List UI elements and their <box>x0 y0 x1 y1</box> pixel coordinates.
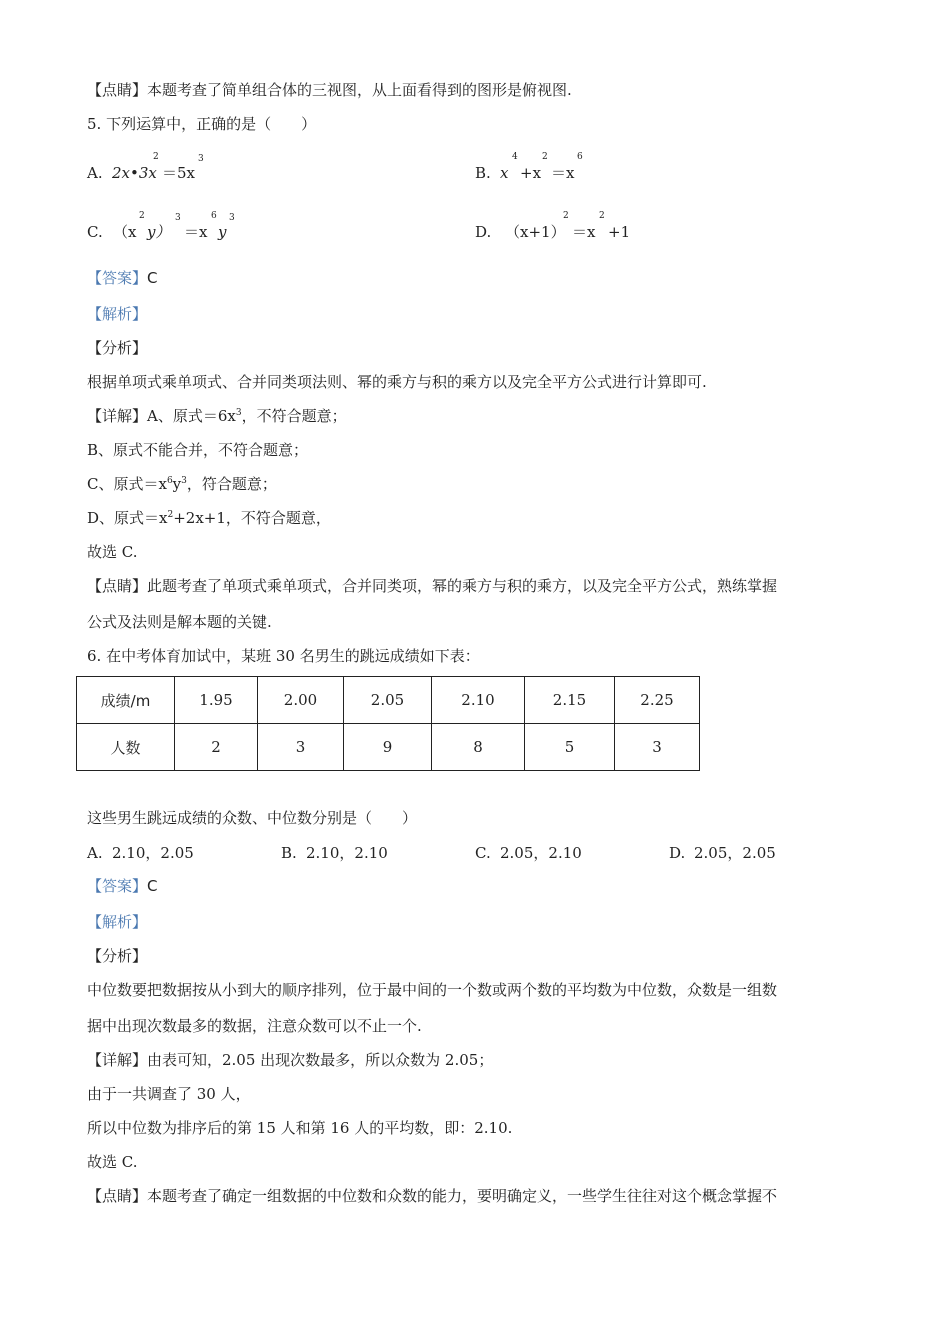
q6-stem: 6. 在中考体育加试中，某班 30 名男生的跳远成绩如下表： <box>87 647 480 665</box>
q6-answer-tag: 【答案】 <box>87 877 148 895</box>
q5-option-d-sup2: 2 <box>599 211 605 221</box>
table-cell-score: 2.00 <box>258 677 344 724</box>
q6-xiangjie-3: 所以中位数为排序后的第 15 人和第 16 人的平均数，即：2.10. <box>87 1119 513 1137</box>
table-cell-score: 2.15 <box>525 677 615 724</box>
q5-option-c-label: C. <box>87 223 103 241</box>
q5-xiangjie-c-pre: C、原式＝x <box>87 475 167 493</box>
q6-option-c: 2.05，2.10 <box>500 844 582 862</box>
q5-fenxi-text: 根据单项式乘单项式、合并同类项法则、幂的乘方与积的乘方以及完全平方公式进行计算即可. <box>87 373 707 391</box>
q6-question: 这些男生跳远成绩的众数、中位数分别是（ ） <box>87 809 418 827</box>
q5-option-d-label: D. <box>475 223 492 241</box>
table-row-scores <box>77 677 700 724</box>
q5-option-d-eq: ＝x <box>572 223 596 241</box>
q5-option-c-sup2: 3 <box>175 213 181 223</box>
table-cell-count: 3 <box>258 724 344 771</box>
q5-jiexi: 【解析】 <box>87 305 148 323</box>
q5-xiangjie-a-sup: 3 <box>235 408 242 418</box>
q5-option-a-label: A. <box>87 164 103 182</box>
q5-option-b-sup1: 4 <box>512 152 518 162</box>
q5-option-b-eq: ＝x <box>551 164 575 182</box>
q6-xiangjie-2: 由于一共调查了 30 人， <box>87 1085 251 1103</box>
q6-option-d-label: D. <box>669 844 686 862</box>
q5-xiangjie-a-pre: 【详解】A、原式＝6x <box>87 407 236 425</box>
q5-answer-value: C <box>147 269 158 287</box>
q5-fenxi: 【分析】 <box>87 339 148 357</box>
q5-option-b-sup3: 6 <box>577 152 583 162</box>
table-cell-count: 2 <box>175 724 258 771</box>
q6-xiangjie-1: 【详解】由表可知，2.05 出现次数最多，所以众数为 2.05； <box>87 1051 494 1069</box>
q6-dianjing-1: 【点睛】本题考查了确定一组数据的中位数和众数的能力，要明确定义，一些学生往往对这个概念掌握不 <box>87 1187 778 1205</box>
table-cell-count: 3 <box>615 724 700 771</box>
q6-answer <box>87 876 158 896</box>
table-header-score: 成绩/m <box>77 677 175 724</box>
q5-option-d-open: （x+1） <box>505 223 566 241</box>
q5-option-c-y2: y <box>218 223 227 241</box>
q6-option-a: 2.10，2.05 <box>112 844 194 862</box>
q5-xiangjie-c-sup2: 3 <box>181 476 187 486</box>
q6-option-c-label: C. <box>475 844 491 862</box>
q6-fenxi: 【分析】 <box>87 947 148 965</box>
q5-option-c-sup3: 6 <box>211 211 217 221</box>
table-header-count: 人数 <box>77 724 175 771</box>
q5-option-c-sup1: 2 <box>139 211 145 221</box>
table-cell-score: 2.05 <box>344 677 432 724</box>
q5-answer <box>87 268 158 288</box>
q5-option-b-sup2: 2 <box>542 152 548 162</box>
table-cell-score: 2.25 <box>615 677 700 724</box>
table-cell-score: 2.10 <box>432 677 525 724</box>
q5-dianjing-2: 公式及法则是解本题的关键. <box>87 613 272 631</box>
table-cell-count: 8 <box>432 724 525 771</box>
q5-conclusion: 故选 C. <box>87 543 138 561</box>
q5-dianjing-1: 【点睛】此题考查了单项式乘单项式，合并同类项，幂的乘方与积的乘方，以及完全平方公式，熟练掌握 <box>87 577 778 595</box>
q6-conclusion: 故选 C. <box>87 1153 138 1171</box>
q5-option-b-label: B. <box>475 164 491 182</box>
q5-xiangjie-c-mid: y <box>172 475 182 493</box>
q5-option-d-tail: +1 <box>608 223 631 241</box>
q6-fenxi-1: 中位数要把数据按从小到大的顺序排列，位于最中间的一个数或两个数的平均数为中位数，众数是一组数 <box>87 981 778 999</box>
q6-answer-value: C <box>147 877 158 895</box>
table-cell-count: 5 <box>525 724 615 771</box>
q5-xiangjie-d-pre: D、原式＝x <box>87 509 168 527</box>
q5-option-c-eq: ＝x <box>184 223 208 241</box>
q5-option-b-plus: +x <box>520 164 542 182</box>
q5-option-a-eq: ＝5x <box>162 164 196 182</box>
q5-option-a-sup2: 3 <box>198 154 204 164</box>
q5-xiangjie-b: B、原式不能合并，不符合题意； <box>87 441 309 459</box>
q6-score-table <box>76 676 700 771</box>
q5-xiangjie-d-sup: 2 <box>167 510 174 520</box>
q6-fenxi-2: 据中出现次数最多的数据，注意众数可以不止一个. <box>87 1017 422 1035</box>
q5-option-b-x: x <box>500 164 509 182</box>
q5-xiangjie-d-post: +2x+1，不符合题意， <box>173 509 331 527</box>
q6-jiexi: 【解析】 <box>87 913 148 931</box>
table-row-counts <box>77 724 700 771</box>
q5-xiangjie-d <box>87 508 331 528</box>
q5-xiangjie-c-post: ，符合题意； <box>186 475 277 493</box>
table-cell-score: 1.95 <box>175 677 258 724</box>
q5-xiangjie-c-sup1: 6 <box>166 476 173 486</box>
q5-option-d-sup1: 2 <box>563 211 569 221</box>
q5-xiangjie-c <box>87 474 277 494</box>
q5-option-c-open: （x <box>113 223 137 241</box>
q5-stem: 5. 下列运算中，正确的是（ ） <box>87 115 317 133</box>
q5-option-a-expr: 2x•3x <box>112 164 157 182</box>
q6-option-a-label: A. <box>87 844 103 862</box>
q5-answer-tag: 【答案】 <box>87 269 148 287</box>
q5-option-c-y: y） <box>147 223 171 241</box>
q5-xiangjie-a <box>87 406 347 426</box>
q5-option-c-sup4: 3 <box>229 213 235 223</box>
table-cell-count: 9 <box>344 724 432 771</box>
q6-option-d: 2.05，2.05 <box>694 844 776 862</box>
q6-option-b-label: B. <box>281 844 297 862</box>
q6-option-b: 2.10，2.10 <box>306 844 388 862</box>
q5-xiangjie-a-post: ，不符合题意； <box>241 407 347 425</box>
q5-option-a-sup1: 2 <box>153 152 159 162</box>
q4-dianjing: 【点睛】本题考查了简单组合体的三视图，从上面看得到的图形是俯视图. <box>87 81 572 99</box>
